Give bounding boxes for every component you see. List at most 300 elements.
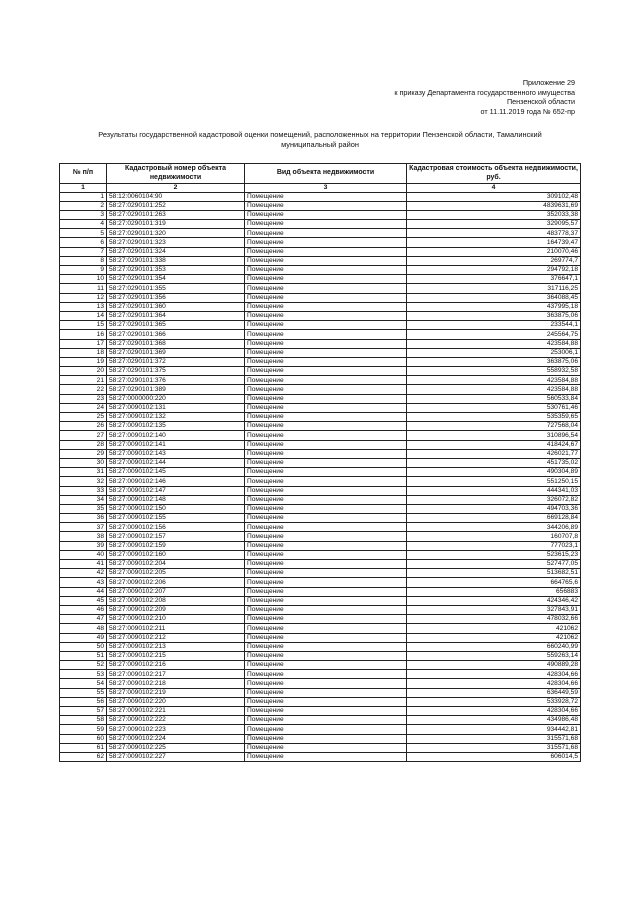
row-index: 23 — [60, 394, 107, 403]
cadastral-number: 58:27:0290101:368 — [107, 339, 245, 348]
row-index: 34 — [60, 495, 107, 504]
row-index: 51 — [60, 651, 107, 660]
cadastral-number: 58:27:0090102:224 — [107, 734, 245, 743]
cadastral-number: 58:27:0090102:216 — [107, 661, 245, 670]
object-type: Помещение — [245, 569, 407, 578]
row-index: 10 — [60, 275, 107, 284]
row-index: 45 — [60, 596, 107, 605]
cadastral-number: 58:27:0290101:356 — [107, 293, 245, 302]
cadastral-number: 58:12:0060104:90 — [107, 192, 245, 201]
row-index: 20 — [60, 367, 107, 376]
cadastral-cost: 309102,48 — [407, 192, 581, 201]
table-header-row — [60, 164, 581, 184]
cadastral-cost: 245564,75 — [407, 330, 581, 339]
cadastral-cost: 4839631,69 — [407, 201, 581, 210]
object-type: Помещение — [245, 449, 407, 458]
cadastral-number: 58:27:0090102:150 — [107, 504, 245, 513]
cadastral-number: 58:27:0090102:140 — [107, 431, 245, 440]
cadastral-number: 58:27:0090102:225 — [107, 743, 245, 752]
cadastral-cost: 344206,89 — [407, 523, 581, 532]
appendix-line-1: Приложение 29 — [522, 78, 575, 87]
cadastral-number: 58:27:0090102:210 — [107, 615, 245, 624]
table-row — [60, 311, 581, 320]
cadastral-cost: 363875,06 — [407, 357, 581, 366]
row-index: 43 — [60, 578, 107, 587]
cadastral-cost: 315571,68 — [407, 743, 581, 752]
object-type: Помещение — [245, 385, 407, 394]
row-index: 37 — [60, 523, 107, 532]
object-type: Помещение — [245, 495, 407, 504]
object-type: Помещение — [245, 716, 407, 725]
cadastral-cost: 444341,03 — [407, 486, 581, 495]
cadastral-cost: 656883 — [407, 587, 581, 596]
row-index: 18 — [60, 348, 107, 357]
cadastral-number: 58:27:0090102:211 — [107, 624, 245, 633]
row-index: 6 — [60, 238, 107, 247]
cadastral-number: 58:27:0090102:131 — [107, 403, 245, 412]
cadastral-cost: 233544,1 — [407, 321, 581, 330]
cadastral-cost: 363875,06 — [407, 311, 581, 320]
row-index: 1 — [60, 192, 107, 201]
cadastral-cost: 253006,1 — [407, 348, 581, 357]
row-index: 55 — [60, 688, 107, 697]
object-type: Помещение — [245, 458, 407, 467]
cadastral-number: 58:27:0290101:354 — [107, 275, 245, 284]
table-row — [60, 605, 581, 614]
table-row — [60, 651, 581, 660]
cadastral-number: 58:27:0090102:155 — [107, 514, 245, 523]
cadastral-cost: 428304,66 — [407, 707, 581, 716]
row-index: 42 — [60, 569, 107, 578]
table-row — [60, 275, 581, 284]
cadastral-number: 58:27:0290101:365 — [107, 321, 245, 330]
cadastral-number: 58:27:0290101:320 — [107, 229, 245, 238]
row-index: 27 — [60, 431, 107, 440]
object-type: Помещение — [245, 596, 407, 605]
cadastral-number: 58:27:0090102:144 — [107, 458, 245, 467]
row-index: 58 — [60, 716, 107, 725]
table-row — [60, 541, 581, 550]
row-index: 4 — [60, 220, 107, 229]
valuation-table — [59, 163, 581, 762]
cadastral-number: 58:27:0290101:323 — [107, 238, 245, 247]
title-line-1: Результаты государственной кадастровой оценки помещений, расположенных на территории Пензенской области, Тамалинский — [98, 130, 542, 139]
object-type: Помещение — [245, 413, 407, 422]
appendix-line-2: к приказу Департамента государственного имущества — [394, 87, 575, 97]
table-row — [60, 440, 581, 449]
row-index: 17 — [60, 339, 107, 348]
row-index: 62 — [60, 752, 107, 761]
row-index: 19 — [60, 357, 107, 366]
object-type: Помещение — [245, 541, 407, 550]
cadastral-number: 58:27:0090102:145 — [107, 468, 245, 477]
object-type: Помещение — [245, 256, 407, 265]
cadastral-number: 58:27:0290101:324 — [107, 247, 245, 256]
object-type: Помещение — [245, 376, 407, 385]
table-row — [60, 376, 581, 385]
table-row — [60, 670, 581, 679]
row-index: 49 — [60, 633, 107, 642]
cadastral-cost: 421062 — [407, 633, 581, 642]
row-index: 40 — [60, 550, 107, 559]
table-row — [60, 633, 581, 642]
table-column-numbers-row — [60, 184, 581, 193]
object-type: Помещение — [245, 311, 407, 320]
object-type: Помещение — [245, 633, 407, 642]
table-row — [60, 486, 581, 495]
cadastral-number: 58:27:0090102:143 — [107, 449, 245, 458]
row-index: 16 — [60, 330, 107, 339]
row-index: 12 — [60, 293, 107, 302]
row-index: 52 — [60, 661, 107, 670]
cadastral-number: 58:27:0090102:221 — [107, 707, 245, 716]
table-row — [60, 615, 581, 624]
table-row — [60, 431, 581, 440]
cadastral-cost: 483778,37 — [407, 229, 581, 238]
row-index: 29 — [60, 449, 107, 458]
table-row — [60, 256, 581, 265]
cadastral-number: 58:27:0090102:148 — [107, 495, 245, 504]
row-index: 15 — [60, 321, 107, 330]
cadastral-cost: 478032,66 — [407, 615, 581, 624]
cadastral-cost: 428304,66 — [407, 670, 581, 679]
table-row — [60, 321, 581, 330]
object-type: Помещение — [245, 725, 407, 734]
table-row — [60, 569, 581, 578]
object-type: Помещение — [245, 238, 407, 247]
object-type: Помещение — [245, 504, 407, 513]
object-type: Помещение — [245, 293, 407, 302]
object-type: Помещение — [245, 734, 407, 743]
object-type: Помещение — [245, 642, 407, 651]
object-type: Помещение — [245, 688, 407, 697]
object-type: Помещение — [245, 477, 407, 486]
object-type: Помещение — [245, 697, 407, 706]
cadastral-number: 58:27:0090102:213 — [107, 642, 245, 651]
cadastral-cost: 428304,66 — [407, 679, 581, 688]
table-row — [60, 661, 581, 670]
table-row — [60, 477, 581, 486]
cadastral-cost: 535359,65 — [407, 413, 581, 422]
cadastral-cost: 490889,28 — [407, 661, 581, 670]
object-type: Помещение — [245, 560, 407, 569]
table-row — [60, 266, 581, 275]
object-type: Помещение — [245, 192, 407, 201]
cadastral-cost: 317116,25 — [407, 284, 581, 293]
object-type: Помещение — [245, 284, 407, 293]
cadastral-number: 58:27:0090102:135 — [107, 422, 245, 431]
table-row — [60, 413, 581, 422]
header-cadastral-cost: Кадастровая стоимость объекта недвижимости, руб. — [407, 164, 581, 184]
object-type: Помещение — [245, 532, 407, 541]
cadastral-cost: 269774,7 — [407, 256, 581, 265]
cadastral-cost: 424346,42 — [407, 596, 581, 605]
cadastral-number: 58:27:0090102:223 — [107, 725, 245, 734]
row-index: 8 — [60, 256, 107, 265]
object-type: Помещение — [245, 615, 407, 624]
cadastral-cost: 530761,46 — [407, 403, 581, 412]
cadastral-number: 58:27:0090102:212 — [107, 633, 245, 642]
table-row — [60, 624, 581, 633]
table-row — [60, 348, 581, 357]
row-index: 28 — [60, 440, 107, 449]
object-type: Помещение — [245, 661, 407, 670]
object-type: Помещение — [245, 523, 407, 532]
object-type: Помещение — [245, 587, 407, 596]
cadastral-number: 58:27:0290101:263 — [107, 210, 245, 219]
object-type: Помещение — [245, 229, 407, 238]
table-row — [60, 293, 581, 302]
object-type: Помещение — [245, 275, 407, 284]
row-index: 25 — [60, 413, 107, 422]
cadastral-number: 58:27:0000000:220 — [107, 394, 245, 403]
cadastral-number: 58:27:0090102:160 — [107, 550, 245, 559]
row-index: 35 — [60, 504, 107, 513]
column-number-2: 2 — [107, 184, 245, 193]
cadastral-cost: 327843,91 — [407, 605, 581, 614]
cadastral-cost: 421062 — [407, 624, 581, 633]
cadastral-cost: 606014,5 — [407, 752, 581, 761]
cadastral-number: 58:27:0290101:389 — [107, 385, 245, 394]
row-index: 54 — [60, 679, 107, 688]
cadastral-cost: 352033,38 — [407, 210, 581, 219]
appendix-line-3: Пензенской области — [506, 97, 575, 107]
cadastral-number: 58:27:0290101:353 — [107, 266, 245, 275]
table-row — [60, 357, 581, 366]
row-index: 22 — [60, 385, 107, 394]
cadastral-number: 58:27:0290101:360 — [107, 302, 245, 311]
object-type: Помещение — [245, 220, 407, 229]
row-index: 32 — [60, 477, 107, 486]
table-row — [60, 587, 581, 596]
cadastral-cost: 636449,59 — [407, 688, 581, 697]
table-row — [60, 201, 581, 210]
object-type: Помещение — [245, 624, 407, 633]
cadastral-cost: 533928,72 — [407, 697, 581, 706]
row-index: 61 — [60, 743, 107, 752]
cadastral-number: 58:27:0090102:209 — [107, 605, 245, 614]
cadastral-number: 58:27:0090102:147 — [107, 486, 245, 495]
table-row — [60, 716, 581, 725]
cadastral-cost: 210070,46 — [407, 247, 581, 256]
row-index: 5 — [60, 229, 107, 238]
table-row — [60, 725, 581, 734]
table-row — [60, 422, 581, 431]
cadastral-cost: 513682,51 — [407, 569, 581, 578]
cadastral-number: 58:27:0090102:222 — [107, 716, 245, 725]
table-row — [60, 367, 581, 376]
table-row — [60, 220, 581, 229]
cadastral-cost: 310896,54 — [407, 431, 581, 440]
header-cadastral-number: Кадастровый номер объекта недвижимости — [107, 164, 245, 184]
table-row — [60, 468, 581, 477]
object-type: Помещение — [245, 394, 407, 403]
cadastral-number: 58:27:0090102:146 — [107, 477, 245, 486]
object-type: Помещение — [245, 367, 407, 376]
row-index: 7 — [60, 247, 107, 256]
cadastral-number: 58:27:0290101:375 — [107, 367, 245, 376]
cadastral-number: 58:27:0290101:338 — [107, 256, 245, 265]
table-row — [60, 192, 581, 201]
cadastral-number: 58:27:0090102:219 — [107, 688, 245, 697]
cadastral-cost: 164739,47 — [407, 238, 581, 247]
object-type: Помещение — [245, 339, 407, 348]
cadastral-number: 58:27:0090102:204 — [107, 560, 245, 569]
cadastral-number: 58:27:0090102:218 — [107, 679, 245, 688]
table-row — [60, 697, 581, 706]
row-index: 57 — [60, 707, 107, 716]
cadastral-number: 58:27:0090102:220 — [107, 697, 245, 706]
cadastral-cost: 423584,88 — [407, 376, 581, 385]
object-type: Помещение — [245, 550, 407, 559]
object-type: Помещение — [245, 605, 407, 614]
cadastral-number: 58:27:0090102:159 — [107, 541, 245, 550]
object-type: Помещение — [245, 403, 407, 412]
cadastral-cost: 423584,88 — [407, 339, 581, 348]
table-row — [60, 495, 581, 504]
object-type: Помещение — [245, 578, 407, 587]
cadastral-number: 58:27:0290101:369 — [107, 348, 245, 357]
row-index: 53 — [60, 670, 107, 679]
row-index: 14 — [60, 311, 107, 320]
object-type: Помещение — [245, 247, 407, 256]
cadastral-cost: 376647,1 — [407, 275, 581, 284]
cadastral-cost: 326072,82 — [407, 495, 581, 504]
table-row — [60, 302, 581, 311]
table-row — [60, 394, 581, 403]
cadastral-cost: 660240,99 — [407, 642, 581, 651]
header-object-type: Вид объекта недвижимости — [245, 164, 407, 184]
object-type: Помещение — [245, 514, 407, 523]
cadastral-number: 58:27:0090102:207 — [107, 587, 245, 596]
table-row — [60, 449, 581, 458]
row-index: 26 — [60, 422, 107, 431]
row-index: 38 — [60, 532, 107, 541]
document-title — [60, 130, 580, 149]
table-row — [60, 679, 581, 688]
cadastral-cost: 329095,57 — [407, 220, 581, 229]
table-row — [60, 688, 581, 697]
column-number-3: 3 — [245, 184, 407, 193]
row-index: 30 — [60, 458, 107, 467]
column-number-1: 1 — [60, 184, 107, 193]
object-type: Помещение — [245, 330, 407, 339]
cadastral-number: 58:27:0090102:208 — [107, 596, 245, 605]
object-type: Помещение — [245, 302, 407, 311]
cadastral-number: 58:27:0090102:141 — [107, 440, 245, 449]
row-index: 50 — [60, 642, 107, 651]
cadastral-number: 58:27:0290101:319 — [107, 220, 245, 229]
cadastral-number: 58:27:0090102:217 — [107, 670, 245, 679]
title-line-2: муниципальный район — [281, 139, 359, 149]
cadastral-cost: 560533,84 — [407, 394, 581, 403]
table-row — [60, 385, 581, 394]
object-type: Помещение — [245, 752, 407, 761]
row-index: 24 — [60, 403, 107, 412]
row-index: 13 — [60, 302, 107, 311]
cadastral-number: 58:27:0290101:252 — [107, 201, 245, 210]
object-type: Помещение — [245, 266, 407, 275]
table-row — [60, 504, 581, 513]
row-index: 47 — [60, 615, 107, 624]
appendix-line-4: от 11.11.2019 года № 652-пр — [480, 106, 575, 116]
table-row — [60, 210, 581, 219]
cadastral-cost: 558932,58 — [407, 367, 581, 376]
row-index: 60 — [60, 734, 107, 743]
table-row — [60, 330, 581, 339]
object-type: Помещение — [245, 431, 407, 440]
cadastral-cost: 777023,1 — [407, 541, 581, 550]
table-row — [60, 596, 581, 605]
cadastral-cost: 523615,23 — [407, 550, 581, 559]
cadastral-cost: 423584,88 — [407, 385, 581, 394]
row-index: 21 — [60, 376, 107, 385]
object-type: Помещение — [245, 486, 407, 495]
object-type: Помещение — [245, 210, 407, 219]
cadastral-cost: 727568,04 — [407, 422, 581, 431]
table-row — [60, 550, 581, 559]
row-index: 11 — [60, 284, 107, 293]
cadastral-number: 58:27:0090102:156 — [107, 523, 245, 532]
cadastral-number: 58:27:0090102:157 — [107, 532, 245, 541]
cadastral-cost: 494703,36 — [407, 504, 581, 513]
cadastral-cost: 426021,77 — [407, 449, 581, 458]
cadastral-cost: 559263,14 — [407, 651, 581, 660]
table-row — [60, 247, 581, 256]
cadastral-cost: 437995,18 — [407, 302, 581, 311]
cadastral-cost: 160707,8 — [407, 532, 581, 541]
row-index: 36 — [60, 514, 107, 523]
row-index: 46 — [60, 605, 107, 614]
table-row — [60, 229, 581, 238]
cadastral-number: 58:27:0290101:364 — [107, 311, 245, 320]
table-row — [60, 523, 581, 532]
row-index: 48 — [60, 624, 107, 633]
table-row — [60, 284, 581, 293]
table-row — [60, 403, 581, 412]
cadastral-number: 58:27:0290101:376 — [107, 376, 245, 385]
row-index: 31 — [60, 468, 107, 477]
header-index: № п/п — [60, 164, 107, 184]
object-type: Помещение — [245, 670, 407, 679]
object-type: Помещение — [245, 743, 407, 752]
cadastral-number: 58:27:0090102:215 — [107, 651, 245, 660]
object-type: Помещение — [245, 440, 407, 449]
cadastral-number: 58:27:0290101:355 — [107, 284, 245, 293]
object-type: Помещение — [245, 707, 407, 716]
row-index: 41 — [60, 560, 107, 569]
object-type: Помещение — [245, 201, 407, 210]
cadastral-cost: 551250,15 — [407, 477, 581, 486]
cadastral-cost: 527477,05 — [407, 560, 581, 569]
cadastral-cost: 664765,6 — [407, 578, 581, 587]
cadastral-cost: 364088,45 — [407, 293, 581, 302]
object-type: Помещение — [245, 651, 407, 660]
row-index: 9 — [60, 266, 107, 275]
row-index: 2 — [60, 201, 107, 210]
object-type: Помещение — [245, 679, 407, 688]
table-row — [60, 458, 581, 467]
cadastral-number: 58:27:0090102:227 — [107, 752, 245, 761]
table-row — [60, 238, 581, 247]
table-row — [60, 560, 581, 569]
table-body — [60, 192, 581, 762]
cadastral-cost: 294792,18 — [407, 266, 581, 275]
object-type: Помещение — [245, 422, 407, 431]
row-index: 59 — [60, 725, 107, 734]
cadastral-number: 58:27:0090102:132 — [107, 413, 245, 422]
table-row — [60, 752, 581, 761]
